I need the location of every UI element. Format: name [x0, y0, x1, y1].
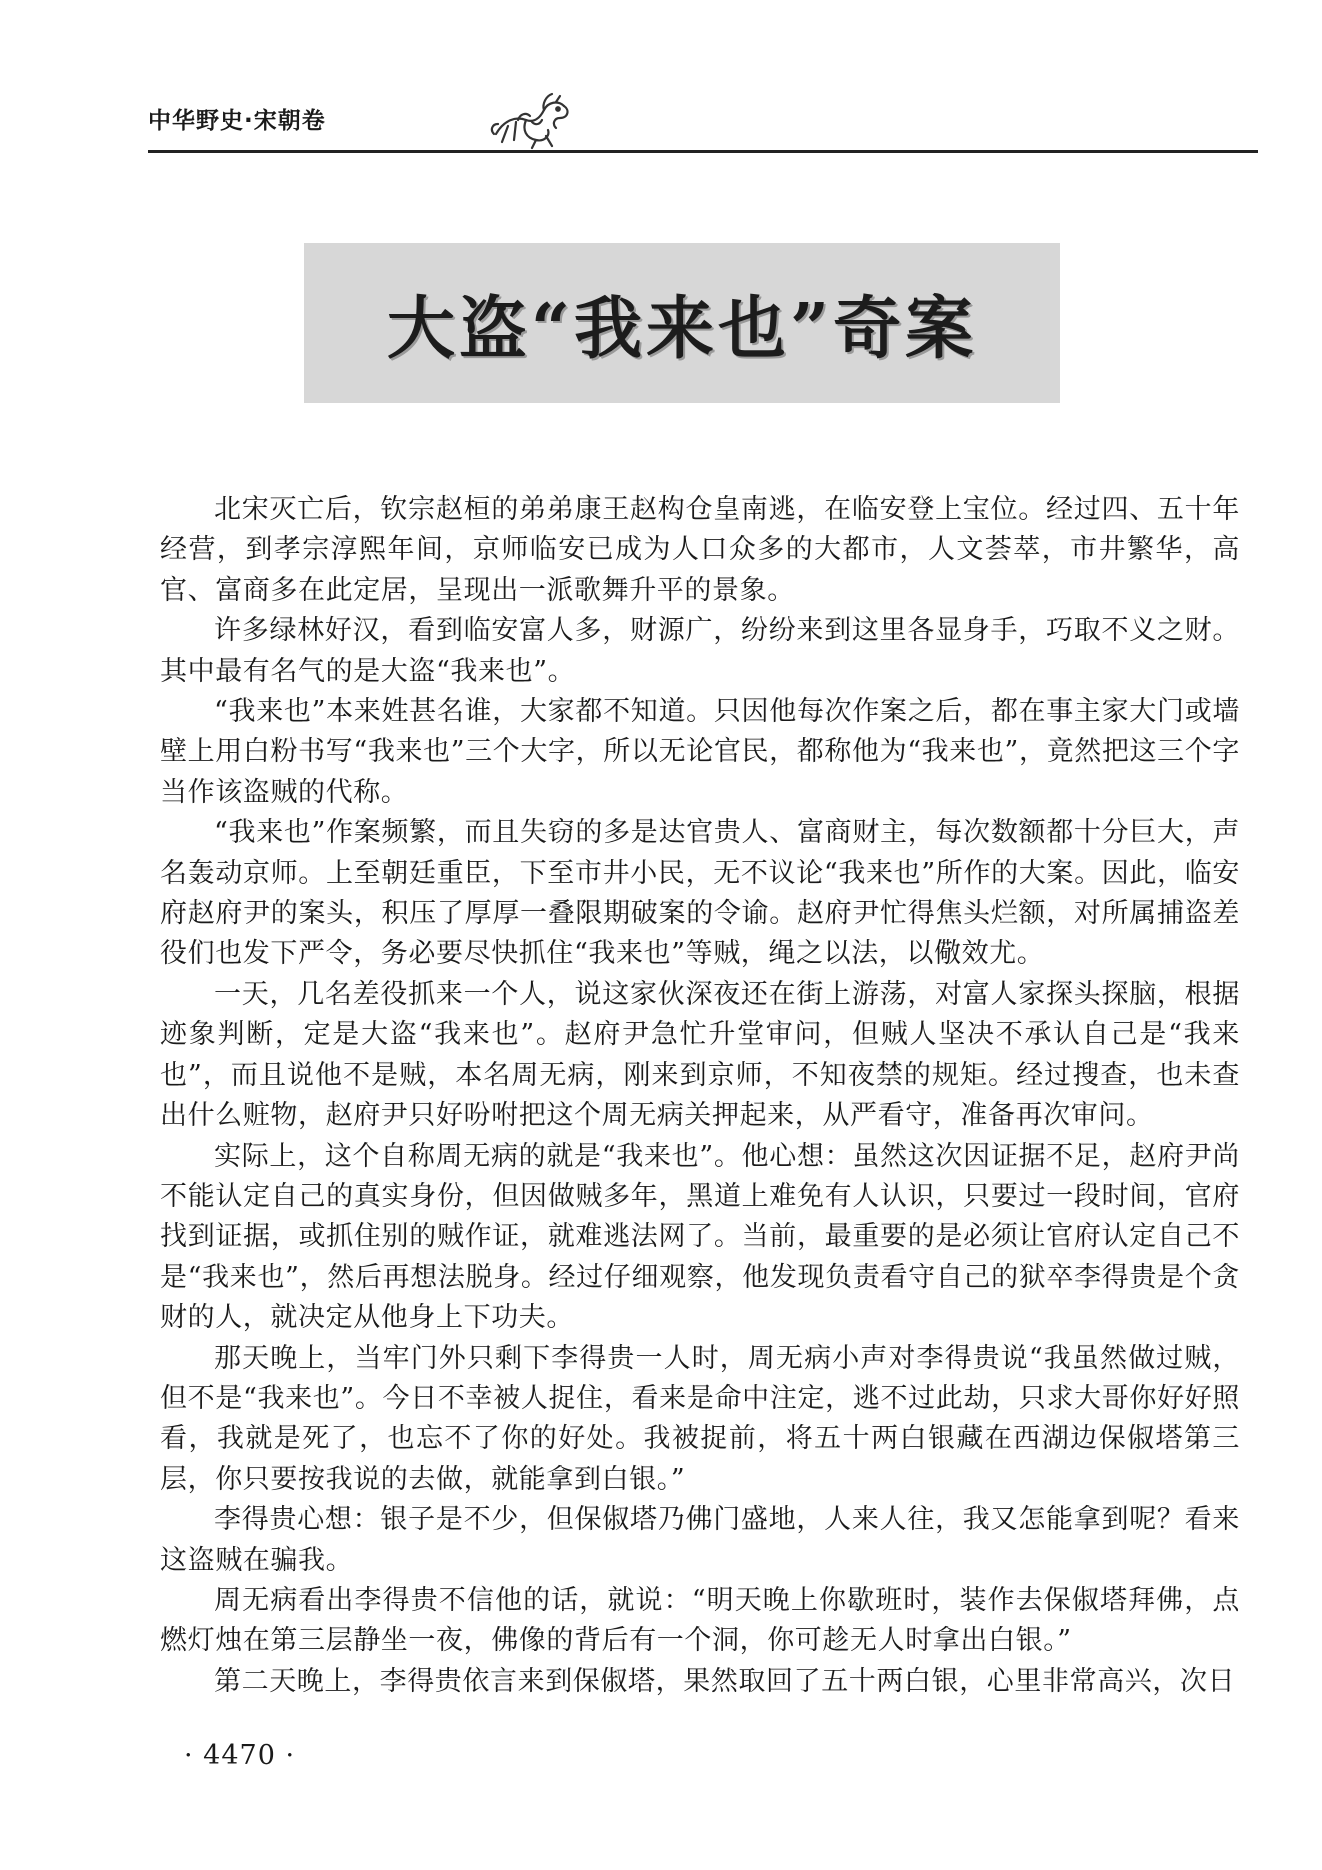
running-head: 中华野史·宋朝卷: [148, 108, 326, 134]
paragraph: 许多绿林好汉，看到临安富人多，财源广，纷纷来到这里各显身手，巧取不义之财。其中最有名气的是大盗“我来也”。: [160, 615, 1240, 687]
page-number: · 4470 ·: [184, 1740, 296, 1771]
paragraph: 一天，几名差役抓来一个人，说这家伙深夜还在街上游荡，对富人家探头探脑，根据迹象判断，定是大盗“我来也”。赵府尹急忙升堂审问，但贼人坚决不承认自己是“我来也”，而且说他不是贼，本名周无病，刚来到京师，不知夜禁的规矩。经过搜查，也未查出什么赃物，赵府尹只好吩咐把这个周无病关押起来，从严看守，准备再次审问。: [160, 978, 1240, 1132]
paragraph: 实际上，这个自称周无病的就是“我来也”。他心想：虽然这次因证据不足，赵府尹尚不能认定自己的真实身份，但因做贼多年，黑道上难免有人认识，只要过一段时间，官府找到证据，或抓住别的贼作证，就难逃法网了。当前，最重要的是必须让官府认定自己不是“我来也”，然后再想法脱身。经过仔细观察，他发现负责看守自己的狱卒李得贵是个贪财的人，就决定从他身上下功夫。: [160, 1140, 1240, 1334]
title-box: [304, 243, 1060, 403]
paragraph: “我来也”本来姓甚名谁，大家都不知道。只因他每次作案之后，都在事主家大门或墙壁上用白粉书写“我来也”三个大字，所以无论官民，都称他为“我来也”，竟然把这三个字当作该盗贼的代称。: [160, 696, 1240, 808]
paragraph: 李得贵心想：银子是不少，但保俶塔乃佛门盛地，人来人往，我又怎能拿到呢？看来这盗贼在骗我。: [160, 1504, 1240, 1576]
header-rule: [148, 150, 1258, 153]
dragon-ornament-icon: [486, 90, 576, 152]
paragraph: 那天晚上，当牢门外只剩下李得贵一人时，周无病小声对李得贵说“我虽然做过贼，但不是“我来也”。今日不幸被人捉住，看来是命中注定，逃不过此劫，只求大哥你好好照看，我就是死了，也忘不了你的好处。我被捉前，将五十两白银藏在西湖边保俶塔第三层，你只要按我说的去做，就能拿到白银。”: [160, 1342, 1240, 1495]
paragraph: 周无病看出李得贵不信他的话，就说：“明天晚上你歇班时，装作去保俶塔拜佛，点燃灯烛在第三层静坐一夜，佛像的背后有一个洞，你可趁无人时拿出白银。”: [160, 1584, 1240, 1657]
paragraph: 第二天晚上，李得贵依言来到保俶塔，果然取回了五十两白银，心里非常高兴，次日: [214, 1665, 1236, 1697]
article-title: 大盗“我来也”奇案: [386, 288, 978, 369]
article-body: [160, 490, 1240, 1702]
paragraph: “我来也”作案频繁，而且失窃的多是达官贵人、富商财主，每次数额都十分巨大，声名轰动京师。上至朝廷重臣，下至市井小民，无不议论“我来也”所作的大案。因此，临安府赵府尹的案头，积压了厚厚一叠限期破案的令谕。赵府尹忙得焦头烂额，对所属捕盗差役们也发下严令，务必要尽快抓住“我来也”等贼，绳之以法，以儆效尤。: [160, 817, 1240, 970]
page-header: [148, 92, 1258, 152]
paragraph: 北宋灭亡后，钦宗赵桓的弟弟康王赵构仓皇南逃，在临安登上宝位。经过四、五十年经营，到孝宗淳熙年间，京师临安已成为人口众多的大都市，人文荟萃，市井繁华，高官、富商多在此定居，呈现出一派歌舞升平的景象。: [160, 494, 1240, 606]
